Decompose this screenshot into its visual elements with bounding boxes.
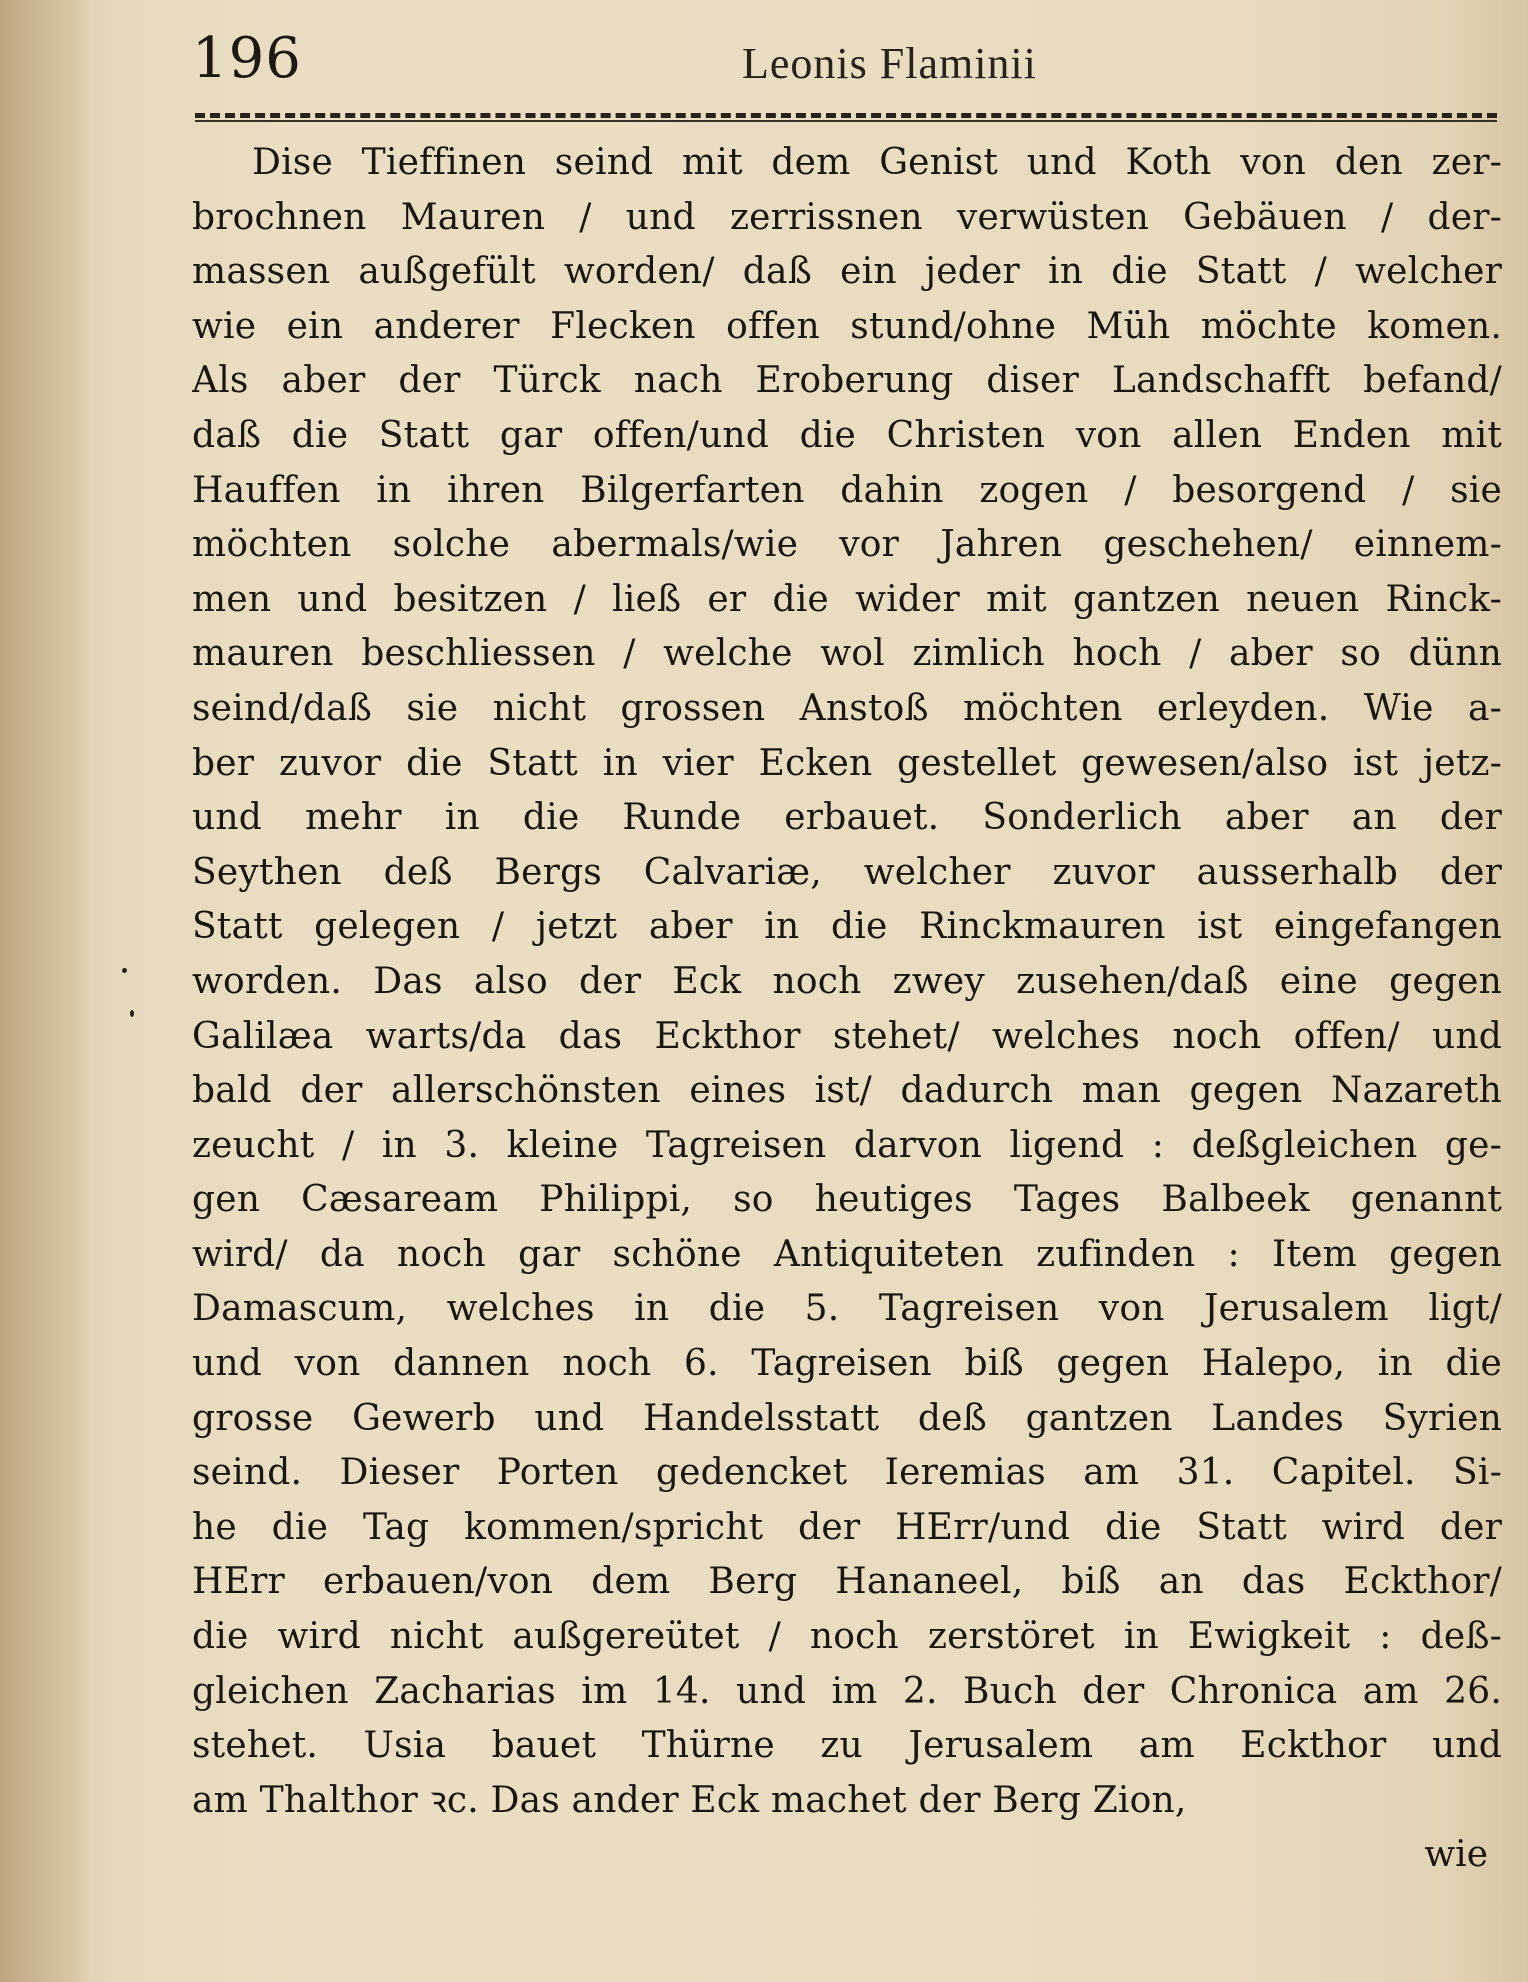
text-line: ber zuvor die Statt in vier Ecken gestellet gewesen/also ist jetz- <box>192 742 1502 784</box>
page-gutter-shadow <box>0 0 90 1982</box>
text-line: mauren beschliessen / welche wol zimlich hoch / aber so dünn <box>192 633 1502 675</box>
text-line: he die Tag kommen/spricht der HErr/und die Statt wird der <box>192 1506 1502 1548</box>
ink-speck <box>130 1010 134 1017</box>
text-line: Als aber der Türck nach Eroberung diser Landschafft befand/ <box>192 360 1502 402</box>
text-line: Statt gelegen / jetzt aber in die Rinckmauren ist eingefangen <box>192 906 1502 948</box>
ink-speck <box>122 968 127 973</box>
text-line: und mehr in die Runde erbauet. Sonderlich aber an der <box>192 797 1502 839</box>
text-line: daß die Statt gar offen/und die Christen von allen Enden mit <box>192 414 1502 456</box>
page-header <box>192 26 1502 106</box>
running-title: Leonis Flaminii <box>742 39 1037 88</box>
text-line: Galilæa warts/da das Eckthor stehet/ welches noch offen/ und <box>192 1015 1502 1057</box>
text-line: Damascum, welches in die 5. Tagreisen von Jerusalem ligt/ <box>192 1288 1502 1330</box>
text-line: Dise Tieffinen seind mit dem Genist und Koth von den zer- <box>252 142 1502 183</box>
text-line: men und besitzen / ließ er die wider mit gantzen neuen Rinck- <box>192 578 1502 620</box>
text-line: gleichen Zacharias im 14. und im 2. Buch der Chronica am 26. <box>192 1670 1502 1712</box>
text-line: brochnen Mauren / und zerrissnen verwüsten Gebäuen / der- <box>192 196 1502 238</box>
text-line: wird/ da noch gar schöne Antiquiteten zufinden : Item gegen <box>192 1233 1502 1275</box>
text-line: am Thalthor ꝛc. Das ander Eck machet der Berg Zion, <box>192 1779 1187 1821</box>
text-line: die wird nicht außgereütet / noch zerstöret in Ewigkeit : deß- <box>192 1616 1502 1658</box>
text-line: worden. Das also der Eck noch zwey zusehen/daß eine gegen <box>192 960 1502 1002</box>
text-line: grosse Gewerb und Handelsstatt deß gantzen Landes Syrien <box>192 1397 1502 1439</box>
text-line: und von dannen noch 6. Tagreisen biß gegen Halepo, in die <box>192 1343 1502 1385</box>
text-line: zeucht / in 3. kleine Tagreisen darvon ligend : deßgleichen ge- <box>192 1124 1502 1166</box>
page-number: 196 <box>192 26 302 91</box>
text-line: gen Cæsaream Philippi, so heutiges Tages Balbeek genannt <box>192 1179 1502 1221</box>
header-rule-dashed <box>195 113 1497 118</box>
text-line: wie ein anderer Flecken offen stund/ohne Müh möchte komen. <box>192 305 1502 347</box>
text-line: stehet. Usia bauet Thürne zu Jerusalem am Eckthor und <box>192 1725 1502 1767</box>
text-line: seind/daß sie nicht grossen Anstoß möchten erleyden. Wie a- <box>192 687 1502 729</box>
text-line: bald der allerschönsten eines ist/ dadurch man gegen Nazareth <box>192 1070 1502 1112</box>
text-line: möchten solche abermals/wie vor Jahren geschehen/ einnem- <box>192 524 1502 566</box>
text-line: Seythen deß Bergs Calvariæ, welcher zuvor ausserhalb der <box>192 851 1502 893</box>
body-text <box>192 136 1502 1828</box>
header-rule-solid <box>195 120 1497 122</box>
text-line: massen außgefült worden/ daß ein jeder in die Statt / welcher <box>192 251 1502 293</box>
catchword: wie <box>1424 1834 1488 1875</box>
text-line: HErr erbauen/von dem Berg Hananeel, biß an das Eckthor/ <box>192 1561 1502 1603</box>
text-line: seind. Dieser Porten gedencket Ieremias am 31. Capitel. Si- <box>192 1452 1502 1494</box>
text-line: Hauffen in ihren Bilgerfarten dahin zogen / besorgend / sie <box>192 469 1502 511</box>
